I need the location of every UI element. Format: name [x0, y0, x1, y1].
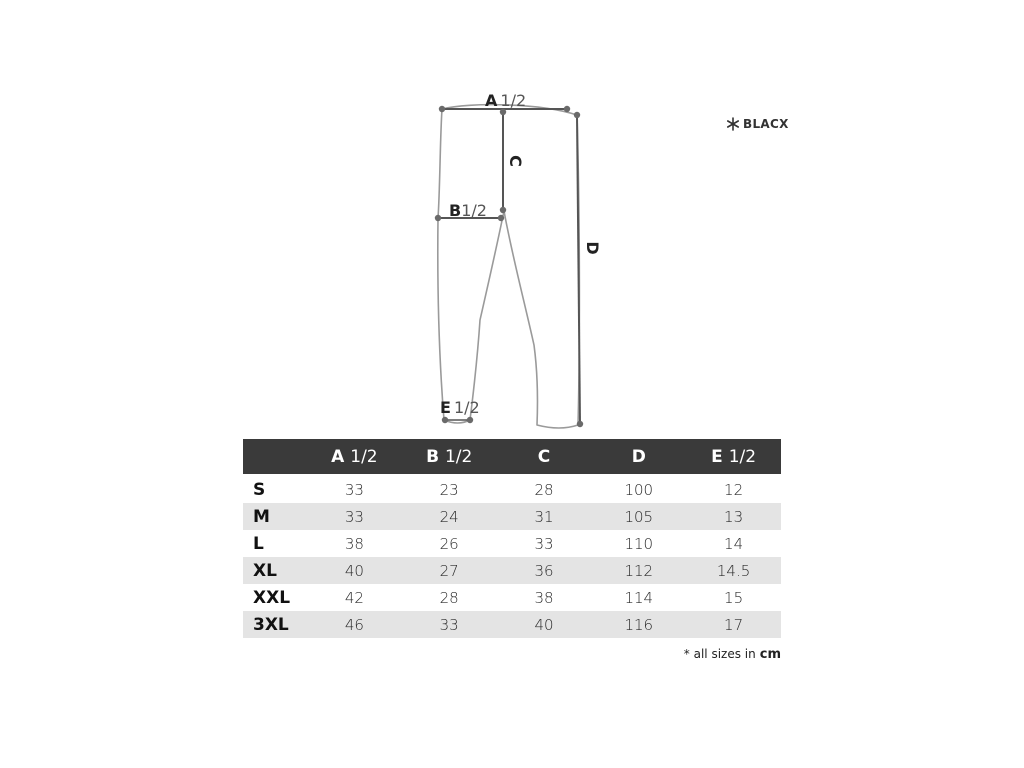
cell-b: 33 — [402, 611, 497, 638]
size-label: M — [243, 503, 307, 530]
cell-e: 14.5 — [686, 557, 781, 584]
brand-name: BLACX — [743, 117, 789, 131]
cell-e: 12 — [724, 480, 744, 499]
marker-e-left — [442, 417, 448, 423]
cell-e: 13 — [686, 503, 781, 530]
table-row — [243, 557, 781, 584]
cell-b: 28 — [439, 588, 459, 607]
label-e: E 1/2 — [440, 398, 480, 417]
cell-a: 38 — [344, 534, 364, 553]
marker-d-bottom — [577, 421, 583, 427]
cell-c: 28 — [534, 480, 554, 499]
cell-a: 40 — [307, 557, 402, 584]
marker-e-right — [467, 417, 473, 423]
cell-e: 15 — [724, 588, 744, 607]
table-row — [243, 584, 781, 611]
cell-a: 33 — [344, 480, 364, 499]
cell-c: 31 — [497, 503, 592, 530]
marker-b-left — [435, 215, 441, 221]
cell-d: 114 — [624, 588, 654, 607]
size-label: S — [253, 479, 266, 500]
units-footnote — [684, 647, 781, 662]
table-row — [243, 530, 781, 557]
cell-d: 100 — [624, 480, 654, 499]
cell-e: 14 — [724, 534, 744, 553]
cell-d: 112 — [591, 557, 686, 584]
snowflake-icon — [726, 117, 740, 131]
table-row — [243, 474, 781, 503]
cell-d: 110 — [624, 534, 654, 553]
size-label: XL — [243, 557, 307, 584]
size-label: L — [253, 533, 264, 554]
measurement-markers — [435, 106, 583, 427]
label-d: D — [583, 241, 602, 255]
pants-left-leg-outline — [438, 109, 504, 423]
label-c: C — [506, 155, 525, 167]
label-b: B1/2 — [449, 201, 487, 220]
cell-c: 33 — [534, 534, 554, 553]
header-e: E 1/2 — [686, 439, 781, 474]
cell-a: 46 — [307, 611, 402, 638]
marker-d-top — [574, 112, 580, 118]
header-b: B 1/2 — [402, 439, 497, 474]
cell-b: 23 — [439, 480, 459, 499]
header-c: C — [497, 439, 592, 474]
cell-c: 40 — [497, 611, 592, 638]
pants-outline — [438, 105, 580, 428]
table-row — [243, 503, 781, 530]
footnote-text: * all sizes in — [683, 647, 756, 661]
cell-b: 24 — [402, 503, 497, 530]
size-label: 3XL — [243, 611, 307, 638]
marker-c-bottom — [500, 207, 506, 213]
cell-c: 36 — [497, 557, 592, 584]
label-a: A 1/2 — [485, 91, 527, 110]
cell-a: 42 — [344, 588, 364, 607]
brand-logo — [726, 116, 789, 132]
size-label: XXL — [253, 587, 291, 608]
size-chart-table — [243, 439, 781, 638]
header-size — [243, 439, 307, 474]
cell-a: 33 — [307, 503, 402, 530]
marker-a-left — [439, 106, 445, 112]
cell-d: 116 — [591, 611, 686, 638]
cell-b: 26 — [439, 534, 459, 553]
table-row — [243, 611, 781, 638]
cell-c: 38 — [534, 588, 554, 607]
table-header-row — [243, 439, 781, 474]
cell-b: 27 — [402, 557, 497, 584]
header-a: A 1/2 — [307, 439, 402, 474]
marker-a-right — [564, 106, 570, 112]
footnote-unit: cm — [759, 647, 781, 662]
marker-b-right — [498, 215, 504, 221]
header-d: D — [591, 439, 686, 474]
cell-e: 17 — [686, 611, 781, 638]
cell-d: 105 — [591, 503, 686, 530]
